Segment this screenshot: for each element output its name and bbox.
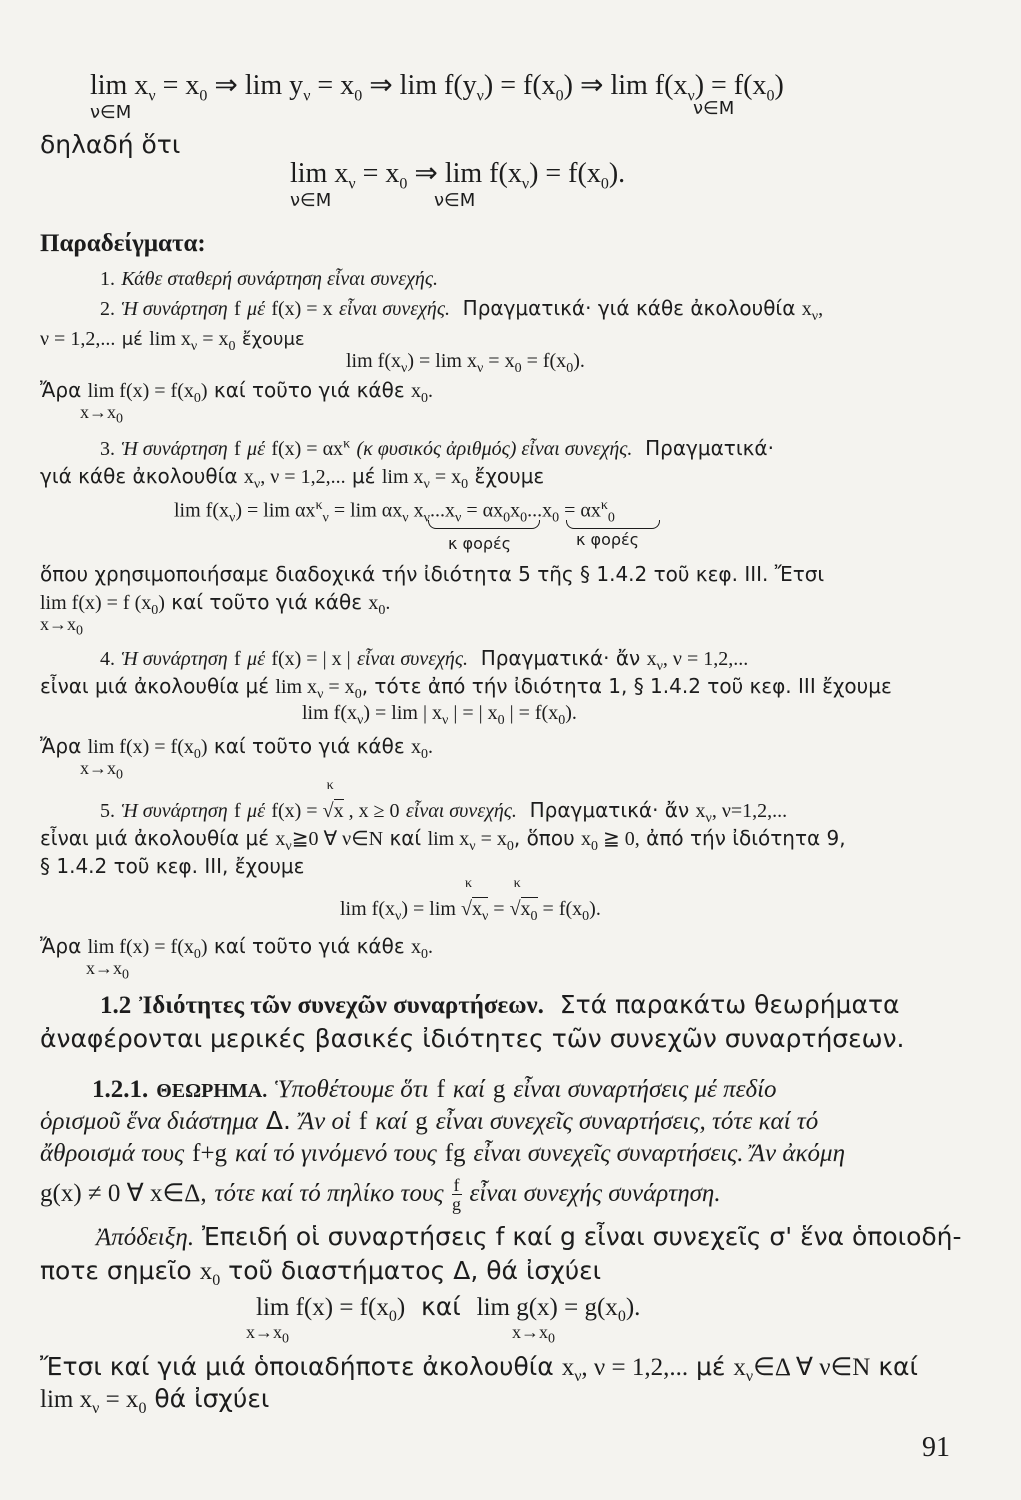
limit-subscript: ν∈M: [90, 102, 132, 123]
limit-subscript: ν∈M: [290, 190, 332, 211]
example-1: 1. Κάθε σταθερή συνάρτηση εἶναι συνεχής.: [100, 268, 438, 290]
formula-line-1: $\lim x_\nu = x_0$ ⇒ $\lim y_\nu = x_0$ ⇒ $\lim f(y_\nu) = f(x_0)$ ⇒ $\lim f(x_\nu) = f(x_0)$: [90, 70, 784, 105]
proof-formula: $\lim f(x) = f(x_0)$ καί $\lim g(x) = g(x_0)$.: [256, 1292, 641, 1325]
text-line: ἀναφέρονται μερικές βασικές ἰδιότητες τῶν συνεχῶν συναρτήσεων.: [40, 1024, 905, 1053]
underbrace-label: κ φορές: [576, 530, 640, 549]
example-4-line-2: εἶναι μιά ἀκολουθία μέ $\lim x_\nu = x_0$, τότε ἀπό τήν ἰδιότητα 1, § 1.4.2 τοῦ κεφ. ΙΙΙ ἔχουμε: [40, 674, 892, 702]
page-number: 91: [922, 1432, 950, 1463]
proof-line-2: ποτε σημεῖο $x_0$ τοῦ διαστήματος Δ, θά ἰσχύει: [40, 1256, 602, 1289]
example-4-formula: $\lim f(x_\nu) = \lim$ | $x_\nu$ | = | $x_0$ | = $f(x_0)$.: [302, 702, 577, 728]
example-2: 2. Ἡ συνάρτηση f μέ f(x) = x εἶναι συνεχής. Πραγματικά· γιά κάθε ἀκολουθία $x_\nu$,: [100, 296, 824, 324]
theorem-line-4: g(x) ≠ 0 ∀ x∈Δ, τότε καί τό πηλίκο τους $\frac{f}{g}$ εἶναι συνεχής συνάρτηση.: [40, 1175, 721, 1214]
proof-line-1: Ἀπόδειξη. Ἐπειδή οἱ συναρτήσεις f καί g εἶναι συνεχεῖς σ' ἕνα ὁποιοδή-: [96, 1222, 962, 1251]
example-5-conclusion: Ἄρα $\lim f(x) = f(x_0)$ καί τοῦτο γιά κάθε $x_0$.: [40, 934, 434, 962]
text-line: § 1.4.2 τοῦ κεφ. ΙΙΙ, ἔχουμε: [40, 854, 305, 878]
formula-line-2: $\lim x_\nu = x_0$ ⇒ $\lim f(x_\nu) = f(x_0)$.: [290, 158, 626, 193]
text-line: ὅπου χρησιμοποιήσαμε διαδοχικά τήν ἰδιότητα 5 τῆς § 1.4.2 τοῦ κεφ. ΙΙΙ. Ἔτσι: [40, 562, 825, 586]
example-4: 4. Ἡ συνάρτηση f μέ f(x) = | x | εἶναι συνεχής. Πραγματικά· ἄν $x_\nu$, ν = 1,2,...: [100, 646, 749, 674]
limit-subscript: $x\to x_0$: [80, 758, 123, 783]
limit-subscript: $x\to x_0$: [40, 614, 83, 639]
text-line: δηλαδή ὅτι: [40, 130, 181, 159]
example-2-line-2: ν = 1,2,... μέ $\lim x_\nu = x_0$ ἔχουμε: [40, 328, 305, 354]
limit-subscript: $x\to x_0$: [246, 1322, 289, 1347]
examples-heading: Παραδείγματα:: [40, 230, 206, 257]
example-2-conclusion: Ἄρα $\lim f(x) = f(x_0)$ καί τοῦτο γιά κάθε $x_0$.: [40, 378, 434, 406]
theorem-line-1: 1.2.1. ΘΕΩΡΗΜΑ. Ὑποθέτουμε ὅτι f καί g εἶναι συναρτήσεις μέ πεδίο: [92, 1076, 777, 1103]
limit-subscript: $x\to x_0$: [80, 402, 123, 427]
limit-subscript: ν∈M: [693, 98, 735, 119]
underbrace: [566, 520, 660, 529]
underbrace-label: κ φορές: [448, 534, 512, 553]
example-3-formula: $\lim f(x_\nu) = \lim \alpha x^\kappa_\nu = \lim \alpha x_\nu$ $x_\nu...x_\nu = \alpha x_0x_0...x_0 = \alpha x^\kappa_0$: [174, 498, 615, 526]
example-3-line-2: γιά κάθε ἀκολουθία $x_\nu$, ν = 1,2,... μέ $\lim x_\nu = x_0$ ἔχουμε: [40, 464, 545, 492]
underbrace: [428, 520, 540, 529]
limit-subscript: $x\to x_0$: [86, 958, 129, 983]
proof-line-5: $\lim x_\nu = x_0$ θά ἰσχύει: [40, 1384, 270, 1417]
example-3: 3. Ἡ συνάρτηση f μέ $f(x) = \alpha x^\kappa$ (κ φυσικός ἀριθμός) εἶναι συνεχής. Πραγματικά·: [100, 436, 774, 460]
example-3-conclusion: lim f(x) = f $(x_0)$ καί τοῦτο γιά κάθε $x_0$.: [40, 590, 391, 618]
example-5: 5. Ἡ συνάρτηση f μέ f(x) = κ √x , x ≥ 0 εἶναι συνεχής. Πραγματικά· ἄν $x_\nu$, ν=1,2,...: [100, 778, 788, 826]
example-2-formula: $\lim f(x_\nu) = \lim x_\nu = x_0 = f(x_0)$.: [346, 350, 585, 376]
theorem-line-3: ἄθροισμά τους f+g καί τό γινόμενό τους fg εἶναι συνεχεῖς συναρτήσεις. Ἄν ἀκόμη: [40, 1140, 845, 1167]
theorem-line-2: ὁρισμοῦ ἕνα διάστημα Δ. Ἄν οἱ f καί g εἶναι συνεχεῖς συναρτήσεις, τότε καί τό: [40, 1106, 819, 1135]
proof-line-4: Ἔτσι καί γιά μιά ὁποιαδήποτε ἀκολουθία $x_\nu$, ν = 1,2,... μέ $x_\nu\in\Delta$ ∀ ν∈N καί: [40, 1352, 918, 1385]
example-4-conclusion: Ἄρα $\lim f(x) = f(x_0)$ καί τοῦτο γιά κάθε $x_0$.: [40, 734, 434, 762]
limit-subscript: $x\to x_0$: [512, 1322, 555, 1347]
section-heading: 1.2 Ἰδιότητες τῶν συνεχῶν συναρτήσεων. Στά παρακάτω θεωρήματα: [100, 990, 900, 1019]
example-5-formula: $\lim f(x_\nu) = \lim$ κ $√x_\nu$ = κ $√x_0 = f(x_0)$.: [340, 876, 601, 924]
limit-subscript: ν∈M: [434, 190, 476, 211]
example-5-line-2: εἶναι μιά ἀκολουθία μέ $x_\nu≧0$ ∀ ν∈N καί $\lim x_\nu = x_0$, ὅπου $x_0$ ≧ 0, ἀπό τήν ἰδιότητα 9,: [40, 826, 846, 854]
